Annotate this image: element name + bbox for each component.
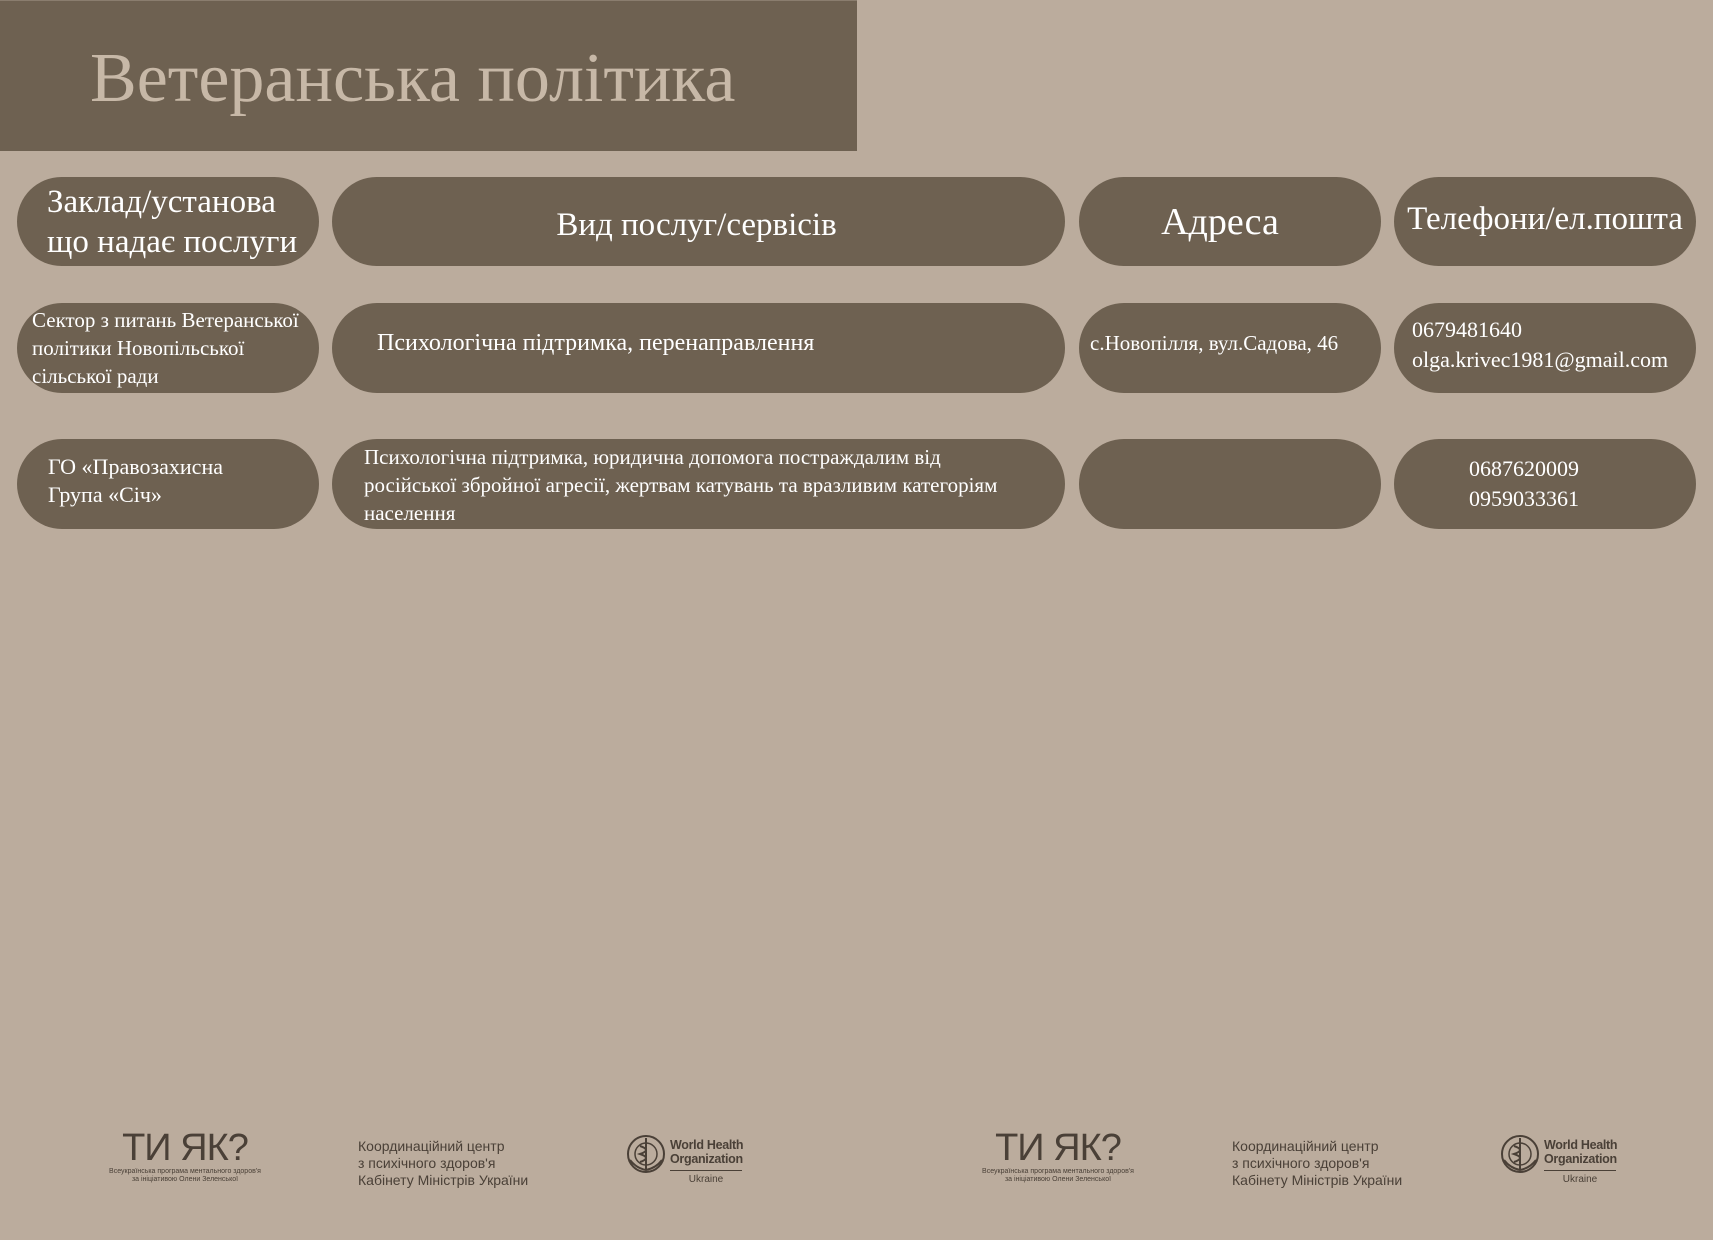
header-contacts: [1394, 177, 1696, 266]
table-row-2-contacts: [1394, 439, 1696, 529]
header-institution: [17, 177, 319, 266]
who-name: World Health Organization: [1544, 1138, 1618, 1166]
header-services: [332, 177, 1065, 266]
who-country: Ukraine: [1562, 1174, 1598, 1185]
header-address-label: Адреса: [1161, 200, 1279, 243]
row-1-address-text: с.Новопілля, вул.Садова, 46: [1090, 331, 1339, 355]
who-country: Ukraine: [688, 1174, 724, 1185]
table-row-2-institution: [17, 439, 319, 529]
coordination-center-logo: Координаційний центр з психічного здоров'я Кабінету Міністрів України: [1232, 1138, 1403, 1188]
tyak-logo-text: ТИ ЯК?: [995, 1127, 1121, 1169]
footer-logos-right: [0, 1128, 1713, 1198]
table-row-2-address: [1079, 439, 1381, 529]
who-emblem-icon: [1500, 1134, 1540, 1174]
header-address: [1079, 177, 1381, 266]
table-row-1-services: [332, 303, 1065, 393]
row-2-institution-text: ГО «Правозахисна Група «Січ»: [48, 454, 223, 507]
header-services-label: Вид послуг/сервісів: [556, 206, 837, 243]
row-2-services-text: Психологічна підтримка, юридична допомога постраждалим від російської збройної агресії, жертвам катувань та вразливим категоріям населення: [364, 445, 998, 525]
header-contacts-label: Телефони/ел.пошта: [1407, 200, 1683, 237]
tyak-logo-text: ТИ ЯК?: [122, 1127, 248, 1169]
row-2-contacts-text: 0687620009 0959033361: [1469, 456, 1579, 511]
tyak-logo-caption: Всеукраїнська програма ментального здоров'я за ініціативою Олени Зеленської: [982, 1168, 1134, 1183]
table-row-1-address: [1079, 303, 1381, 393]
who-divider: [1544, 1170, 1616, 1171]
row-1-institution-text: Сектор з питань Ветеранської політики Новопільської сільської ради: [32, 308, 299, 388]
row-1-contacts-text: 0679481640 olga.krivec1981@gmail.com: [1412, 317, 1669, 372]
row-1-services-text: Психологічна підтримка, перенаправлення: [377, 330, 815, 356]
page-title: Ветеранська політика: [90, 40, 736, 117]
tyak-logo: [968, 1128, 1148, 1184]
header-institution-label: Заклад/установа що надає послуги: [47, 183, 298, 260]
table-row-2-services: [332, 439, 1065, 529]
title-banner: [0, 0, 857, 151]
tyak-logo-caption: Всеукраїнська програма ментального здоров'я за ініціативою Олени Зеленської: [109, 1168, 261, 1183]
table-row-1-institution: [17, 303, 319, 393]
coordination-center-logo: Координаційний центр з психічного здоров'я Кабінету Міністрів України: [358, 1138, 529, 1188]
table-row-1-contacts: [1394, 303, 1696, 393]
who-name: World Health Organization: [670, 1138, 744, 1166]
